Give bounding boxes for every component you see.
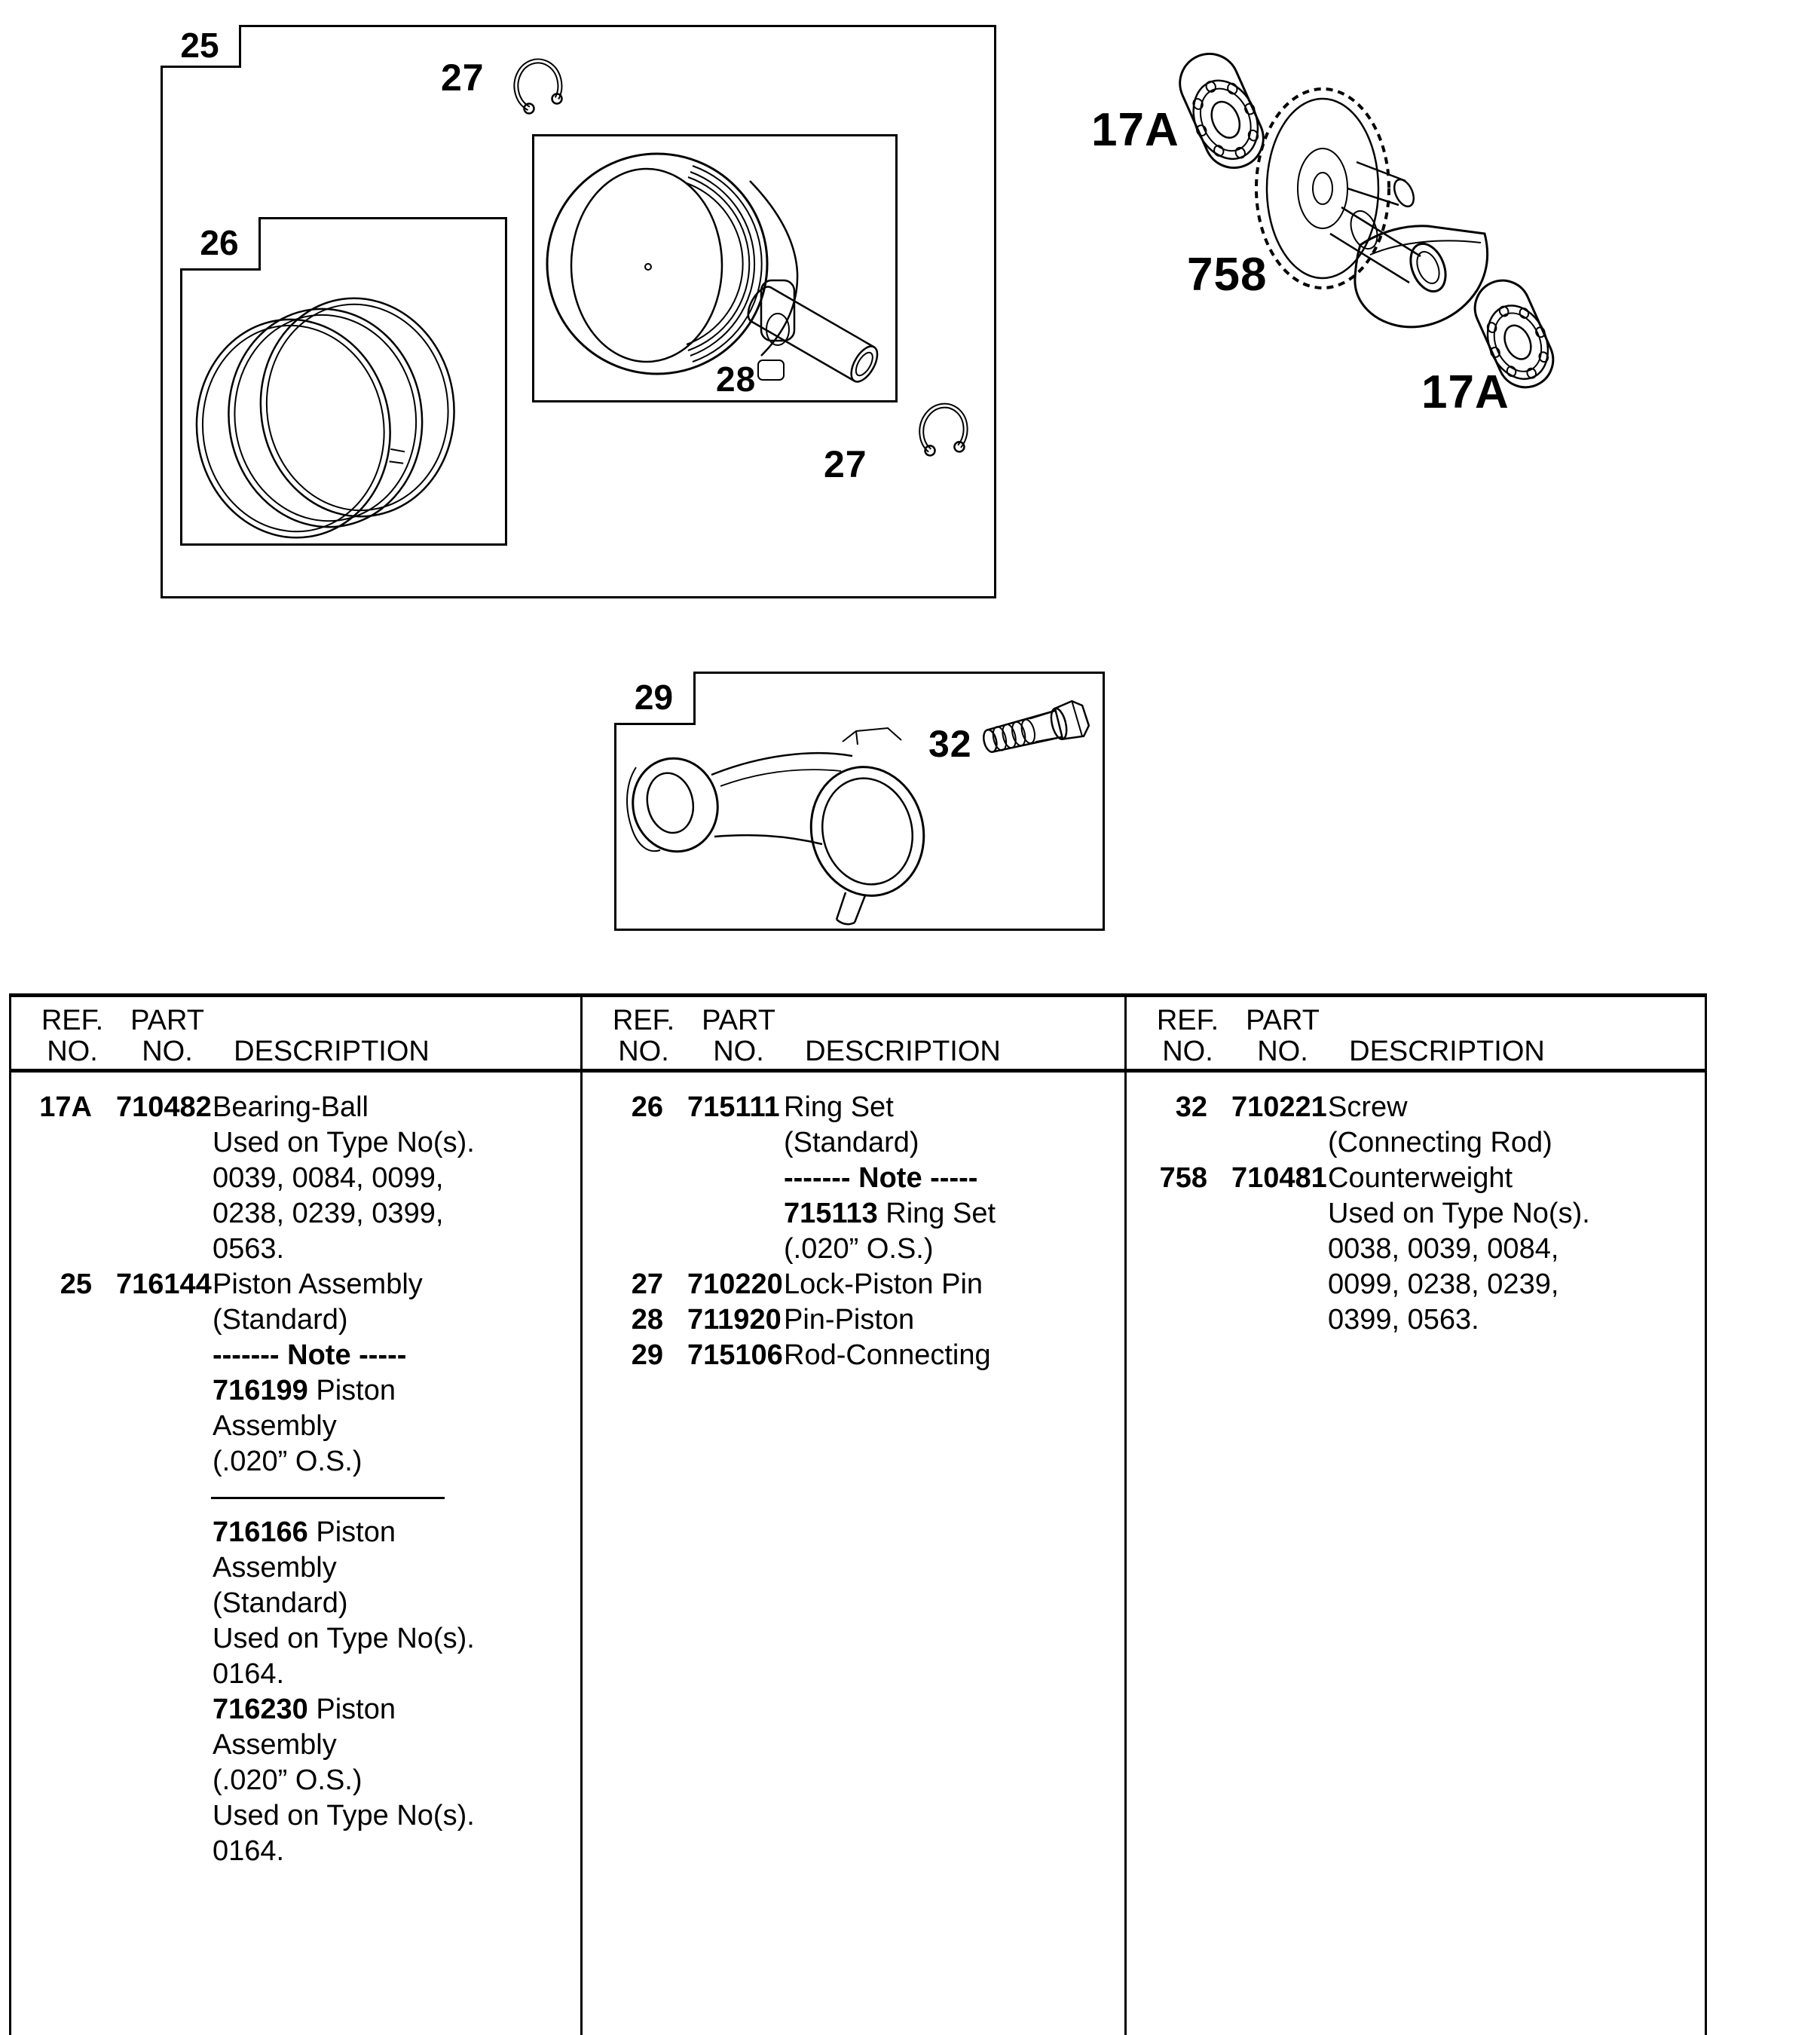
description-line: 0238, 0239, 0399,: [213, 1198, 444, 1229]
description-header: DESCRIPTION: [1349, 1036, 1545, 1067]
table-row: [580, 1338, 1124, 1373]
callout-758: 758: [1187, 249, 1268, 301]
description-line: 716199 Piston: [213, 1375, 396, 1406]
description-cell: [213, 1090, 580, 1267]
ref-no-cell: 758: [1159, 1162, 1207, 1194]
description-line: Used on Type No(s).: [213, 1127, 475, 1158]
table-row: [580, 1267, 1124, 1302]
description-line: Assembly: [213, 1410, 337, 1442]
description-line: 715113 Ring Set: [784, 1198, 996, 1229]
part-no-cell: 715106: [687, 1339, 783, 1371]
box-29-number: 29: [634, 678, 674, 717]
callout-17a-top: 17A: [1091, 104, 1179, 156]
description-line: 716230 Piston: [213, 1694, 396, 1725]
part-no-header: PART NO.: [130, 1005, 204, 1067]
callout-17a-bottom: 17A: [1421, 366, 1510, 418]
callout-32: 32: [928, 723, 972, 765]
box-26-number: 26: [200, 223, 239, 262]
description-cell: [1328, 1090, 1705, 1161]
description-line: ------- Note -----: [213, 1339, 407, 1371]
part-no-cell: 711920: [687, 1304, 782, 1336]
ref-no-header: REF. NO.: [612, 1005, 675, 1067]
ref-no-cell: 29: [631, 1339, 663, 1371]
part-no-header: PART NO.: [1246, 1005, 1320, 1067]
description-cell: [784, 1338, 1124, 1373]
part-no-cell: 716144: [116, 1268, 212, 1300]
description-line: 0164.: [213, 1835, 285, 1867]
description-line: Assembly: [213, 1552, 337, 1584]
description-line: 0099, 0238, 0239,: [1328, 1268, 1559, 1300]
table-header-rule: [9, 1069, 1705, 1073]
table-header-col2: [580, 993, 1124, 1069]
ref-no-cell: 25: [60, 1268, 92, 1300]
description-line: Ring Set: [784, 1091, 894, 1123]
table-header-col1: [9, 993, 580, 1069]
retaining-ring-top-illustration: [511, 56, 565, 118]
description-line: (.020” O.S.): [784, 1233, 934, 1265]
description-line: (.020” O.S.): [213, 1764, 362, 1796]
piston-illustration: [535, 137, 890, 399]
description-cell: [784, 1267, 1124, 1302]
description-line: 0399, 0563.: [1328, 1304, 1479, 1336]
description-line: Assembly: [213, 1729, 337, 1761]
description-line: Pin-Piston: [784, 1304, 915, 1336]
description-cell: [213, 1267, 580, 1869]
retaining-ring-bottom-illustration: [916, 400, 971, 462]
table-row: [580, 1302, 1124, 1338]
description-line: 0563.: [213, 1233, 285, 1265]
table-row: [9, 1090, 580, 1267]
table-right-border: [1705, 993, 1707, 2035]
description-cell: [1328, 1161, 1705, 1338]
description-header: DESCRIPTION: [234, 1036, 430, 1067]
table-row: [580, 1090, 1124, 1267]
part-no-cell: 710482: [116, 1091, 212, 1123]
description-line: ------- Note -----: [784, 1162, 978, 1194]
ref-no-cell: 32: [1175, 1091, 1207, 1123]
ref-no-cell: 27: [631, 1268, 663, 1300]
description-line: 0164.: [213, 1658, 285, 1690]
box-25-number: 25: [180, 26, 219, 65]
part-no-cell: 710481: [1231, 1162, 1327, 1194]
description-cell: [784, 1090, 1124, 1267]
connecting-rod-illustration: [622, 715, 939, 924]
description-line: Used on Type No(s).: [213, 1800, 475, 1831]
part-no-cell: 710220: [687, 1268, 783, 1300]
part-no-cell: 710221: [1231, 1091, 1327, 1123]
callout-27-top: 27: [441, 57, 485, 99]
piston-ring-set-illustration: [188, 298, 494, 535]
table-column-3: [1124, 1090, 1705, 1338]
description-line: (Connecting Rod): [1328, 1127, 1552, 1158]
table-row: [9, 1267, 580, 1869]
callout-27-bottom: 27: [824, 443, 867, 485]
table-column-2: [580, 1090, 1124, 1373]
diagram-box-26-label: [180, 217, 261, 271]
description-line: (Standard): [213, 1587, 348, 1619]
ref-no-header: REF. NO.: [1156, 1005, 1219, 1067]
part-no-cell: 715111: [687, 1091, 780, 1123]
description-line: (Standard): [784, 1127, 919, 1158]
description-line: Rod-Connecting: [784, 1339, 991, 1371]
table-column-1: [9, 1090, 580, 1869]
table-header-col3: [1124, 993, 1705, 1069]
callout-28: 28: [716, 360, 757, 399]
description-line: 0038, 0039, 0084,: [1328, 1233, 1559, 1265]
table-row: [1124, 1090, 1705, 1161]
description-line: Bearing-Ball: [213, 1091, 369, 1123]
description-line: Used on Type No(s).: [213, 1623, 475, 1654]
description-line: 0039, 0084, 0099,: [213, 1162, 444, 1194]
description-line: (.020” O.S.): [213, 1446, 362, 1477]
diagram-box-25-label: [161, 25, 241, 68]
description-line: Used on Type No(s).: [1328, 1198, 1590, 1229]
part-no-header: PART NO.: [702, 1005, 775, 1067]
rod-screw-illustration: [975, 692, 1096, 767]
table-row: [1124, 1161, 1705, 1338]
description-cell: [784, 1302, 1124, 1338]
description-line: Counterweight: [1328, 1162, 1513, 1194]
description-header: DESCRIPTION: [805, 1036, 1001, 1067]
description-line: Screw: [1328, 1091, 1408, 1123]
description-line: 716166 Piston: [213, 1516, 396, 1548]
description-line: Lock-Piston Pin: [784, 1268, 983, 1300]
description-line: (Standard): [213, 1304, 348, 1336]
counterweight-gear-illustration: [1251, 75, 1492, 347]
description-line: Piston Assembly: [213, 1268, 423, 1300]
ref-no-cell: 17A: [39, 1091, 92, 1123]
ref-no-cell: 26: [631, 1091, 663, 1123]
description-divider: [213, 1480, 580, 1515]
ref-no-header: REF. NO.: [41, 1005, 104, 1067]
ref-no-cell: 28: [631, 1304, 663, 1336]
